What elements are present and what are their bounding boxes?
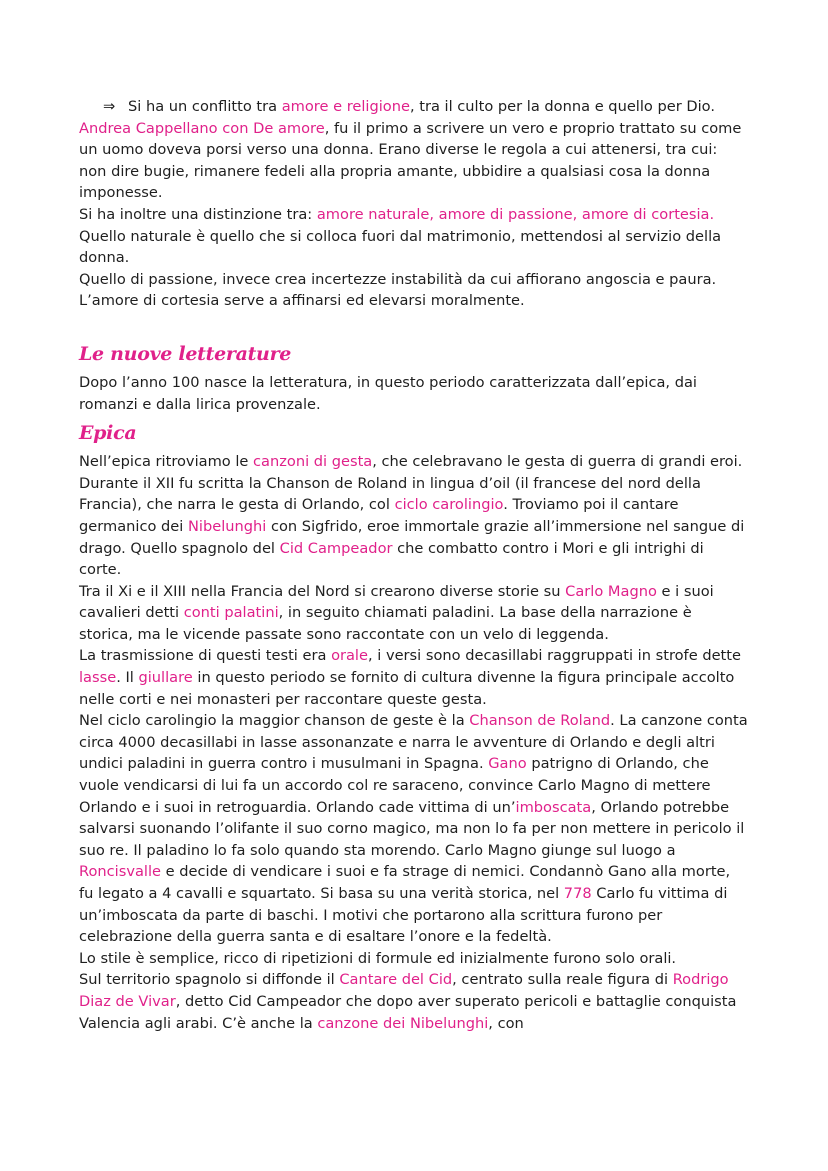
- heading-epica: Epica: [79, 422, 137, 445]
- cappellano-paragraph: Andrea Cappellano con De amore, fu il primo a scrivere un vero e proprio trattato su come un uomo doveva porsi verso una donna. Erano diverse le regola a cui attenersi, tra cui: non dire bugie, rimanere fedeli alla propria amante, ubbidire a qualsiasi cosa la donna imponesse.: [79, 119, 742, 202]
- epica-paragraph-1: Nell’epica ritroviamo le canzoni di gesta, che celebravano le gesta di guerra di grandi eroi. Durante il XII fu scritta la Chanson de Roland in lingua d’oil (il francese del nord della Francia), che narra le gesta di Orlando, col ciclo carolingio. Troviamo poi il cantare germanico dei Nibelunghi con Sigfrido, eroe immortale grazie all’immersione nel sangue di drago. Quello spagnolo del Cid Campeador che combatto contro i Mori e gli intrighi di corte.: [79, 453, 745, 579]
- distinzione-paragraph: Si ha inoltre una distinzione tra: amore naturale, amore di passione, amore di cortesia.: [79, 205, 715, 223]
- cortesia-paragraph: L’amore di cortesia serve a affinarsi ed elevarsi moralmente.: [79, 292, 525, 310]
- passione-paragraph: Quello di passione, invece crea incertezze instabilità da cui affiorano angoscia e paura.: [79, 270, 717, 288]
- conflict-bullet: [79, 96, 749, 118]
- nuove-letterature-paragraph: Dopo l’anno 100 nasce la letteratura, in questo periodo caratterizzata dall’epica, dai romanzi e dalla lirica provenzale.: [79, 373, 697, 413]
- conflict-text: Si ha un conflitto tra amore e religione, tra il culto per la donna e quello per Dio.: [128, 98, 715, 115]
- heading-nuove-letterature: Le nuove letterature: [79, 342, 292, 365]
- double-arrow-icon: ⇒: [103, 98, 116, 115]
- document-page: [79, 96, 749, 1034]
- epica-paragraph-3: La trasmissione di questi testi era orale, i versi sono decasillabi raggruppati in strofe dette lasse. Il giullare in questo periodo se fornito di cultura divenne la figura principale accolto nelle corti e nei monasteri per raccontare queste gesta.: [79, 647, 741, 708]
- naturale-paragraph: Quello naturale è quello che si colloca fuori dal matrimonio, mettendosi al servizio della donna.: [79, 227, 722, 267]
- epica-paragraph-4: Nel ciclo carolingio la maggior chanson de geste è la Chanson de Roland. La canzone conta circa 4000 decasillabi in lasse assonanzate e narra le avventure di Orlando e degli altri undici paladini in guerra contro i musulmani in Spagna. Gano patrigno di Orlando, che vuole vendicarsi di lui fa un accordo col re saraceno, convince Carlo Magno di mettere Orlando e i suoi in retroguardia. Orlando cade vittima di un’imboscata, Orlando potrebbe salvarsi suonando l’olifante il suo corno magico, ma non lo fa per non mettere in pericolo il suo re. Il paladino lo fa solo quando sta morendo. Carlo Magno giunge sul luogo a Roncisvalle e decide di vendicare i suoi e fa strage di nemici. Condannò Gano alla morte, fu legato a 4 cavalli e squartato. Si basa su una verità storica, nel 778 Carlo fu vittima di un’imboscata da parte di baschi. I motivi che portarono alla scrittura furono per celebrazione della guerra santa e di esaltare l’onore e la fedeltà.: [79, 712, 748, 946]
- epica-paragraph-6: Sul territorio spagnolo si diffonde il Cantare del Cid, centrato sulla reale figura di Rodrigo Diaz de Vivar, detto Cid Campeador che dopo aver superato pericoli e battaglie conquista Valencia agli arabi. C’è anche la canzone dei Nibelunghi, con: [79, 971, 737, 1032]
- epica-paragraph-5: Lo stile è semplice, ricco di ripetizioni di formule ed inizialmente furono solo orali.: [79, 949, 677, 967]
- epica-paragraph-2: Tra il Xi e il XIII nella Francia del Nord si crearono diverse storie su Carlo Magno e i suoi cavalieri detti conti palatini, in seguito chiamati paladini. La base della narrazione è storica, ma le vicende passate sono raccontate con un velo di leggenda.: [79, 582, 714, 643]
